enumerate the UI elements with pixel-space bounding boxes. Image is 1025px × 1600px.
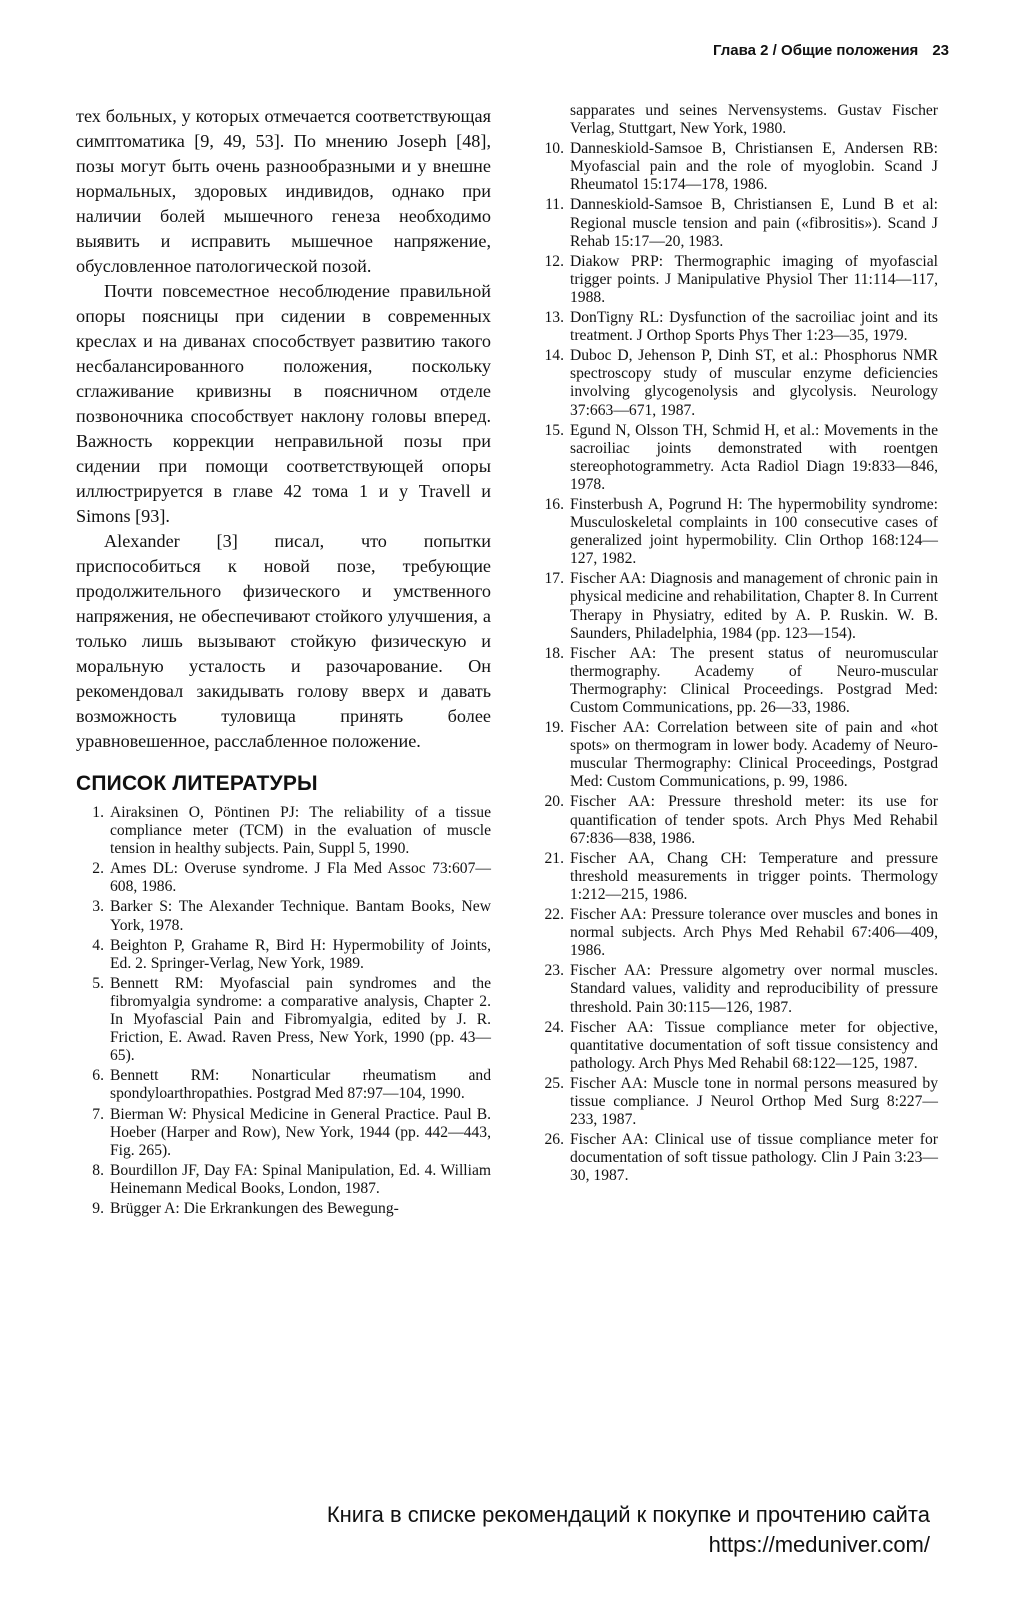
reference-item [76,804,491,858]
reference-text: Duboc D, Jehenson P, Dinh ST, et al.: Phosphorus NMR spectroscopy study of muscular enzyme deficiencies involving glycogenolysis and glycolysis. Neurology 37:663—671, 1987. [570,347,938,419]
reference-number: 13. [544,309,564,327]
body-paragraph: тех больных, у которых отмечается соответствующая симптоматика [9, 49, 53]. По мнению Joseph [48], позы могут быть очень разнообразными и у внешне нормальных, здоровых индивидов, однако при наличии болей мышечного генеза необходимо выявить и исправить мышечное напряжение, обусловленное патологической позой. [76,106,491,276]
reference-number: 17. [544,570,564,588]
reference-item [534,570,938,642]
reference-item [534,962,938,1016]
page-header [713,42,949,59]
reference-number: 12. [544,252,564,270]
reference-number: 10. [544,140,564,158]
reference-item [534,719,938,791]
reference-item [76,1200,491,1218]
reference-item [534,347,938,419]
reference-text: Finsterbush A, Pogrund H: The hypermobility syndrome: Musculoskeletal complaints in 100 consecutive cases of generalized joint hypermobility. Clin Orthop 168:124—127, 1982. [570,495,938,568]
reference-text: Danneskiold-Samsoe B, Christiansen E, Andersen RB: Myofascial pain and the role of myoglobin. Scand J Rheumatol 15:174—178, 1986. [570,140,938,194]
reference-number: 4. [92,936,104,954]
reference-number: 1. [92,804,104,821]
reference-number: 25. [544,1074,564,1092]
reference-continuation [534,102,938,138]
reference-text: Bennett RM: Nonarticular rheumatism and spondyloarthropathies. Postgrad Med 87:97—104, 1990. [110,1067,491,1103]
reference-text: Danneskiold-Samsoe B, Christiansen E, Lund B et al: Regional muscle tension and pain («fibrositis»). Scand J Rehab 15:17—20, 1983. [570,196,938,250]
reference-text: DonTigny RL: Dysfunction of the sacroiliac joint and its treatment. J Orthop Sports Phys Ther 1:23—35, 1979. [570,309,938,345]
reference-number: 15. [544,421,564,439]
reference-text: Fischer AA: Diagnosis and management of chronic pain in physical medicine and rehabilitation, Chapter 8. In Current Therapy in Physiatry, edited by A. P. Ruskin. W. B. Saunders, Philadelphia, 1984 (pp. 123—154). [570,570,938,642]
reference-text: Fischer AA: The present status of neuromuscular thermography. Academy of Neuro-muscular Thermography: Clinical Proceedings. Postgrad Med: Custom Communications, pp. 26—33, 1986. [570,644,938,716]
reference-item [76,1106,491,1160]
reference-text: Fischer AA, Chang CH: Temperature and pressure threshold measurements in trigger points. Thermology 1:212—215, 1986. [570,849,938,903]
references-list [76,804,491,1218]
reference-item [534,1131,938,1185]
page-number: 23 [932,42,949,59]
site-recommendation-footer: Книга в списке рекомендаций к покупке и прочтению сайта https://meduniver.com/ [326,1502,930,1557]
reference-number: 24. [544,1018,564,1036]
reference-number: 7. [92,1105,104,1123]
reference-number: 5. [92,974,104,992]
reference-text: Bierman W: Physical Medicine in General Practice. Paul B. Hoeber (Harper and Row), New York, 1944 (pp. 442—443, Fig. 265). [110,1105,491,1159]
reference-number: 2. [92,860,104,878]
reference-item [76,975,491,1065]
right-column [534,102,938,1187]
reference-text: Egund N, Olsson TH, Schmid H, et al.: Movements in the sacroiliac joints demonstrated with roentgen stereophotogrammetry. Acta Radiol Diagn 19:833—846, 1978. [570,421,938,493]
reference-number: 8. [92,1161,104,1179]
reference-number: 14. [544,347,564,365]
reference-text: Fischer AA: Pressure tolerance over muscles and bones in normal subjects. Arch Phys Med Rehabil 67:406—409, 1986. [570,906,938,960]
reference-number: 23. [544,962,564,980]
reference-item [76,860,491,896]
reference-text: Fischer AA: Pressure threshold meter: its use for quantification of tender spots. Arch Phys Med Rehabil 67:836—838, 1986. [570,793,938,847]
reference-text: Fischer AA: Tissue compliance meter for objective, quantitative documentation of soft tissue consistency and pathology. Arch Phys Med Rehabil 68:122—125, 1987. [570,1018,938,1072]
reference-text: Barker S: The Alexander Technique. Bantam Books, New York, 1978. [110,898,491,934]
references-heading: СПИСОК ЛИТЕРАТУРЫ [76,772,318,795]
reference-item [534,496,938,568]
reference-text: Ames DL: Overuse syndrome. J Fla Med Assoc 73:607—608, 1986. [110,860,491,896]
reference-item [534,196,938,250]
reference-number: 19. [544,719,564,737]
reference-text: Fischer AA: Pressure algometry over normal muscles. Standard values, validity and reproducibility of pressure threshold. Pain 30:115—126, 1987. [570,962,938,1016]
left-column [76,104,491,1220]
reference-item [534,793,938,847]
reference-number: 21. [544,849,564,867]
references-list-continued [534,102,938,1185]
reference-item [534,140,938,194]
reference-item [534,309,938,345]
reference-number: 6. [92,1067,104,1085]
reference-number: 16. [544,495,564,513]
body-paragraph: Почти повсеместное несоблюдение правильной опоры поясницы при сидении в современных креслах и на диванах способствует развитию такого несбалансированного положения, поскольку сглаживание кривизны в поясничном отделе позвоночника способствует наклону головы вперед. Важность коррекции неправильной позы при сидении при помощи соответствующей опоры иллюстрируется в главе 42 тома 1 и у Travell и Simons [93]. [76,281,491,526]
reference-item [76,1162,491,1198]
reference-item [534,906,938,960]
reference-item [534,850,938,904]
reference-text: Fischer AA: Muscle tone in normal persons measured by tissue compliance. J Neurol Orthop Med Surg 8:227—233, 1987. [570,1074,938,1129]
reference-text: Fischer AA: Correlation between site of pain and «hot spots» on thermogram in lower body. Academy of Neuro-muscular Thermography: Clinical Proceedings, Postgrad Med: Custom Communications, p. 99, 1986. [570,719,938,791]
reference-item [534,1019,938,1073]
reference-item [76,937,491,973]
reference-text: Beighton P, Grahame R, Bird H: Hypermobility of Joints, Ed. 2. Springer-Verlag, New York, 1989. [110,936,491,972]
reference-text: sapparates und seines Nervensystems. Gustav Fischer Verlag, Stuttgart, New York, 1980. [570,102,938,138]
chapter-title: Глава 2 / Общие положения [713,42,919,59]
reference-number: 22. [544,906,564,924]
reference-text: Diakow PRP: Thermographic imaging of myofascial trigger points. J Manipulative Physiol Ther 11:114—117, 1988. [570,252,938,306]
reference-item [534,422,938,494]
reference-number: 18. [544,644,564,662]
reference-number: 9. [92,1199,104,1217]
reference-number: 3. [92,898,104,916]
reference-text: Fischer AA: Clinical use of tissue compliance meter for documentation of soft tissue pathology. Clin J Pain 3:23—30, 1987. [570,1131,938,1185]
reference-number: 11. [545,196,564,214]
reference-text: Airaksinen O, Pöntinen PJ: The reliability of a tissue compliance meter (TCM) in the evaluation of muscle tension in healthy subjects. Pain, Suppl 5, 1990. [110,804,491,858]
reference-text: Bennett RM: Myofascial pain syndromes and the fibromyalgia syndrome: a comparative analysis, Chapter 2. In Myofascial Pain and Fibromyalgia, edited by J. R. Friction, E. Awad. Raven Press, New York, 1990 (pp. 43—65). [110,974,491,1065]
reference-item [534,1075,938,1129]
reference-item [534,253,938,307]
reference-text: Brügger A: Die Erkrankungen des Bewegung- [110,1199,399,1217]
reference-number: 26. [544,1131,564,1149]
body-paragraph: Alexander [3] писал, что попытки приспособиться к новой позе, требующие продолжительного физического и умственного напряжения, не обеспечивают стойкого улучшения, а только лишь вызывают стойкую физическую и моральную усталость и разочарование. Он рекомендовал закидывать голову вверх и давать возможность туловища принять более уравновешенное, расслабленное положение. [76,531,491,751]
reference-item [76,898,491,934]
reference-number: 20. [544,793,564,811]
reference-item [534,645,938,717]
reference-item [76,1067,491,1103]
reference-text: Bourdillon JF, Day FA: Spinal Manipulation, Ed. 4. William Heinemann Medical Books, London, 1987. [110,1161,491,1197]
